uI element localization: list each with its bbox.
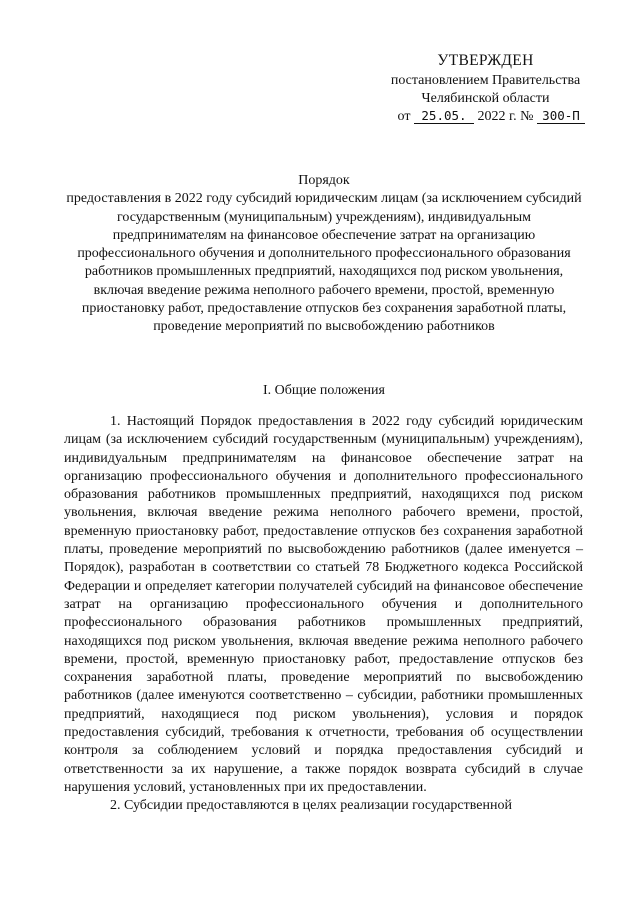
handwritten-date: 25.05. (414, 108, 474, 124)
handwritten-number: 300-П (537, 108, 585, 124)
title-heading: Порядок (298, 173, 350, 188)
paragraph-1: 1. Настоящий Порядок предоставления в 2022 году субсидий юридическим лицам (за исключением субсидий государственным (муниципальным) учреждениям), индивидуальным предпринимателям на финансовое обеспечение затрат на организацию профессионального обучения и дополнительного профессионального образования работников промышленных предприятий, находящихся под риском увольнения, включая введение режима неполного рабочего времени, простой, временную приостановку работ, предоставление отпусков без сохранения заработной платы, проведение мероприятий по высвобождению работников (далее именуется – Порядок), разработан в соответствии со статьей 78 Бюджетного кодекса Российской Федерации и определяет категории получателей субсидий на финансовое обеспечение затрат на организацию профессионального обучения и дополнительного профессионального образования работников промышленных предприятий, находящихся под риском увольнения, включая введение режима неполного рабочего времени, простой, временную приостановку работ, предоставление отпусков без сохранения заработной платы, проведение мероприятий по высвобождению работников (далее именуются соответственно – субсидии, работники промышленных предприятий, находящиеся под риском увольнения), условия и порядок предоставления субсидий, требования к отчетности, требования об осуществлении контроля за соблюдением условий и порядка предоставления субсидий и ответственности за их нарушение, а также порядок возврата субсидий в случае нарушения условий, установленных при их предоставлении. (64, 414, 583, 795)
year-number-label: 2022 г. № (477, 109, 534, 124)
approval-stamp (378, 50, 593, 126)
document-body (64, 413, 583, 816)
approval-line-2: Челябинской области (421, 91, 550, 106)
approval-heading: УТВЕРЖДЕН (437, 52, 534, 69)
approval-date-line (378, 108, 593, 126)
paragraph-2: 2. Субсидии предоставляются в целях реализации государственной (110, 798, 512, 814)
approval-line-1: постановлением Правительства (390, 73, 581, 88)
date-prefix: от (397, 109, 411, 124)
section-heading: I. Общие положения (263, 383, 385, 398)
title-body: предоставления в 2022 году субсидий юридическим лицам (за исключением субсидий государственным (муниципальным) учреждениям), индивидуальным предпринимателям на финансовое обеспечение затрат на организацию профессионального обучения и дополнительного профессионального образования работников промышленных предприятий, находящихся под риском увольнения, включая введение режима неполного рабочего времени, простой, временную приостановку работ, предоставление отпусков без сохранения заработной платы, проведение мероприятий по высвобождению работников (66, 191, 582, 335)
document-title (64, 172, 584, 337)
